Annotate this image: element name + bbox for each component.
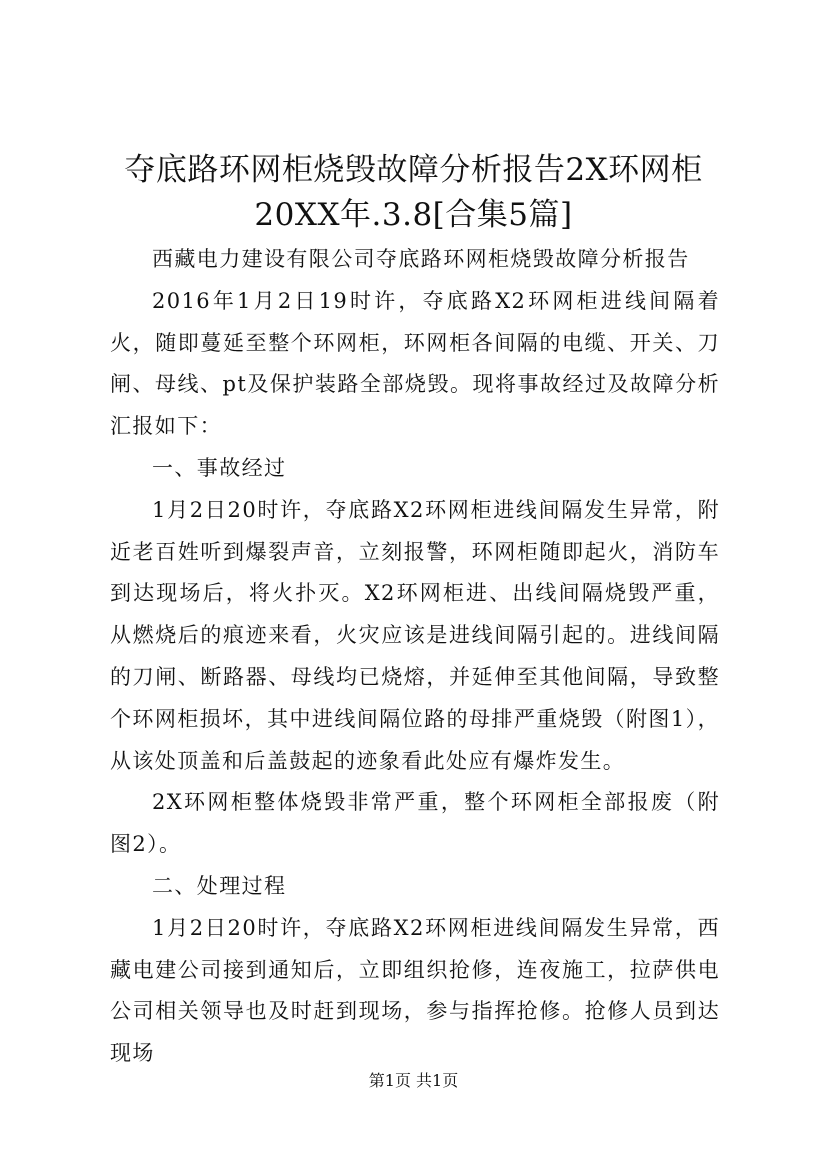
document-title-line-1: 夺底路环网柜烧毁故障分析报告2X环网柜 [124, 152, 703, 188]
paragraph-intro: 2016年1月2日19时许，夺底路X2环网柜进线间隔着火，随即蔓延至整个环网柜，环网柜各间隔的电缆、开关、刀闸、母线、pt及保护装路全部烧毁。现将事故经过及故障分析汇报如下： [110, 288, 720, 439]
section-heading-handling: 二、处理过程 [152, 873, 287, 898]
document-title-line-2: 20XX年.3.8[合集5篇] [254, 197, 573, 233]
paragraph-handling-details: 1月2日20时许，夺底路X2环网柜进线间隔发生异常，西藏电建公司接到通知后，立即组织抢修，连夜施工，拉萨供电公司相关领导也及时赶到现场，参与指挥抢修。抢修人员到达现场 [110, 915, 720, 1066]
paragraph-cabinet-damage: 2X环网柜整体烧毁非常严重，整个环网柜全部报废（附图2）。 [110, 790, 720, 857]
document-body [110, 239, 720, 1075]
paragraph-accident-details: 1月2日20时许，夺底路X2环网柜进线间隔发生异常，附近老百姓听到爆裂声音，立刻报警，环网柜随即起火，消防车到达现场后，将火扑灭。X2环网柜进、出线间隔烧毁严重，从燃烧后的痕迹来看，火灾应该是进线间隔引起的。进线间隔的刀闸、断路器、母线均已烧熔，并延伸至其他间隔，导致整个环网柜损坏，其中进线间隔位路的母排严重烧毁（附图1），从该处顶盖和后盖鼓起的迹象看此处应有爆炸发生。 [110, 497, 720, 773]
paragraph-company-report-title: 西藏电力建设有限公司夺底路环网柜烧毁故障分析报告 [152, 247, 690, 271]
section-heading-accident: 一、事故经过 [152, 455, 287, 480]
page-number-footer: 第1页 共1页 [368, 1071, 459, 1090]
